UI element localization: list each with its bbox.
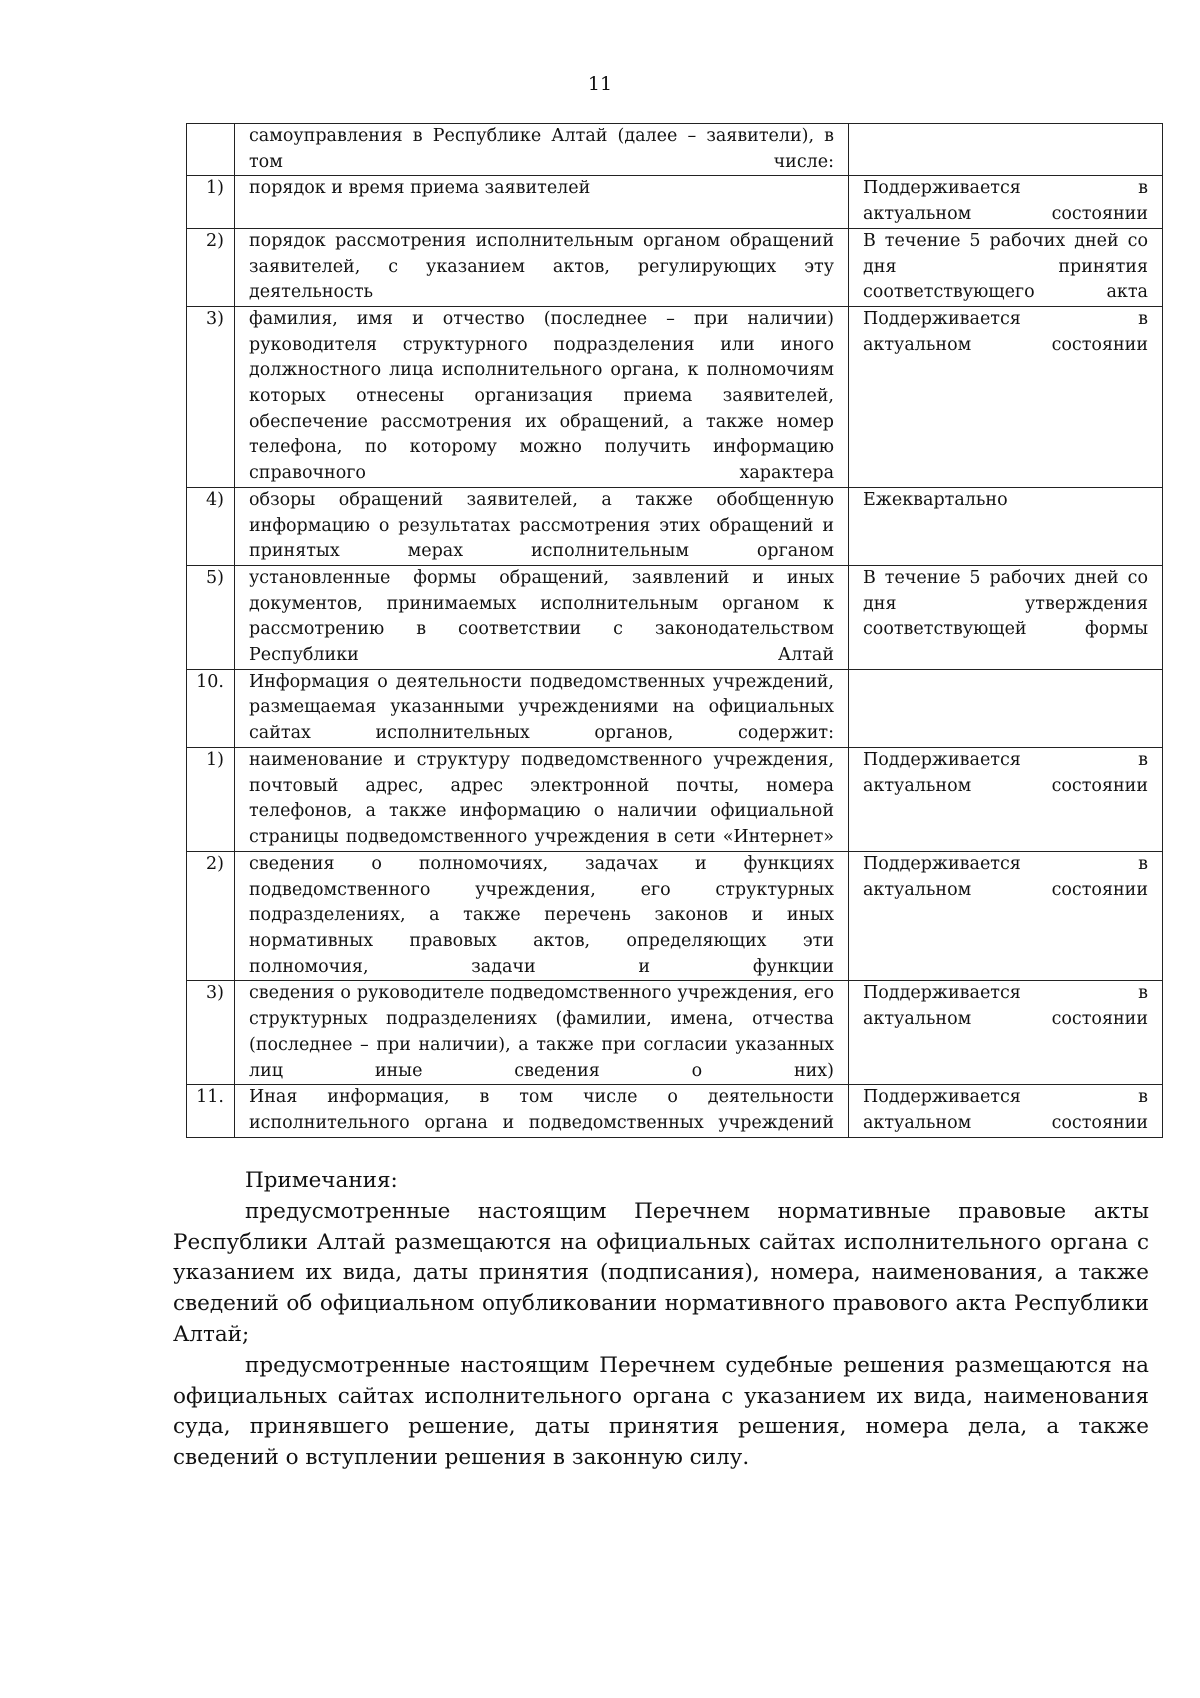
notes-paragraph-normative-acts: предусмотренные настоящим Перечнем нормативные правовые акты Республики Алтай размещаются на официальных сайтах исполнительного органа с указанием их вида, даты принятия (подписания), номера, наименования, а также сведений об официальном опубликовании нормативного правового акта Республики Алтай; [173,1198,1149,1347]
table-row [187,124,1163,176]
row-number: 2) [187,228,235,306]
row-period [849,669,1163,747]
row-number: 1) [187,176,235,228]
row-number: 2) [187,851,235,981]
row-description: установленные формы обращений, заявлений и иных документов, принимаемых исполнительным органом к рассмотрению в соответствии с законодательством Республики Алтай [235,565,849,669]
row-description: Информация о деятельности подведомственных учреждений, размещаемая указанными учреждениями на официальных сайтах исполнительных органов, содержит: [235,669,849,747]
row-period: В течение 5 рабочих дней со дня утверждения соответствующей формы [849,565,1163,669]
row-period: Поддерживается в актуальном состоянии [849,747,1163,851]
row-period: Поддерживается в актуальном состоянии [849,1085,1163,1137]
row-number: 1) [187,747,235,851]
table-row [187,747,1163,851]
row-description: наименование и структуру подведомственного учреждения, почтовый адрес, адрес электронной почты, номера телефонов, а также информацию о наличии официальной страницы подведомственного учреждения в сети «Интернет» [235,747,849,851]
row-description: фамилия, имя и отчество (последнее – при наличии) руководителя структурного подразделения или иного должностного лица исполнительного органа, к полномочиям которых отнесены организация приема заявителей, обеспечение рассмотрения их обращений, а также номер телефона, по которому можно получить информацию справочного характера [235,306,849,487]
row-number: 3) [187,981,235,1085]
row-number [187,124,235,176]
information-table [186,123,1163,1138]
row-period: Ежеквартально [849,487,1163,565]
row-number: 11. [187,1085,235,1137]
row-description: сведения о руководителе подведомственного учреждения, его структурных подразделениях (фамилии, имена, отчества (последнее – при наличии), а также при согласии указанных лиц иные сведения о них) [235,981,849,1085]
row-period: В течение 5 рабочих дней со дня принятия соответствующего акта [849,228,1163,306]
row-description: самоуправления в Республике Алтай (далее – заявители), в том числе: [235,124,849,176]
row-period: Поддерживается в актуальном состоянии [849,851,1163,981]
row-description: порядок и время приема заявителей [235,176,849,228]
row-period: Поддерживается в актуальном состоянии [849,981,1163,1085]
notes-section [173,1166,1149,1474]
table-row [187,1085,1163,1137]
row-period: Поддерживается в актуальном состоянии [849,176,1163,228]
row-description: обзоры обращений заявителей, а также обобщенную информацию о результатах рассмотрения этих обращений и принятых мерах исполнительным органом [235,487,849,565]
table-row [187,565,1163,669]
row-description: Иная информация, в том числе о деятельности исполнительного органа и подведомственных учреждений [235,1085,849,1137]
row-number: 5) [187,565,235,669]
table-row [187,306,1163,487]
page-number: 11 [587,73,613,95]
row-number: 3) [187,306,235,487]
table-row [187,487,1163,565]
table-row [187,669,1163,747]
row-number: 10. [187,669,235,747]
row-period [849,124,1163,176]
table-row [187,851,1163,981]
row-description: сведения о полномочиях, задачах и функциях подведомственного учреждения, его структурных подразделениях, а также перечень законов и иных нормативных правовых актов, определяющих эти полномочия, задачи и функции [235,851,849,981]
notes-paragraph-court-decisions: предусмотренные настоящим Перечнем судебные решения размещаются на официальных сайтах исполнительного органа с указанием их вида, наименования суда, принявшего решение, даты принятия решения, номера дела, а также сведений о вступлении решения в законную силу. [173,1352,1149,1471]
table-row [187,176,1163,228]
row-number: 4) [187,487,235,565]
row-description: порядок рассмотрения исполнительным органом обращений заявителей, с указанием актов, регулирующих эту деятельность [235,228,849,306]
row-period: Поддерживается в актуальном состоянии [849,306,1163,487]
table-row [187,228,1163,306]
table-row [187,981,1163,1085]
notes-title: Примечания: [245,1168,398,1193]
